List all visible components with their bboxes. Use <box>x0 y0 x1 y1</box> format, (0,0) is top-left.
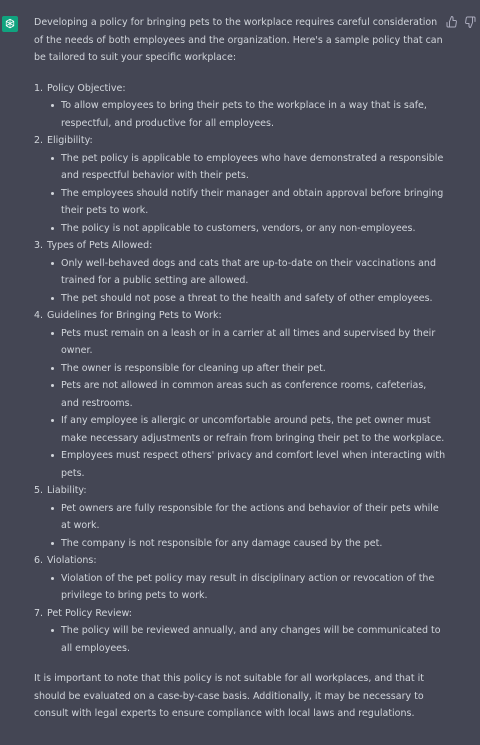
bullet-item: Pets must remain on a leash or in a carrier at all times and supervised by their owner. <box>47 325 446 360</box>
bullet-item: Only well-behaved dogs and cats that are up-to-date on their vaccinations and trained for a public setting are allowed. <box>47 255 446 290</box>
bullet-item: The pet should not pose a threat to the health and safety of other employees. <box>47 290 446 308</box>
section-number: 7. <box>34 607 44 619</box>
assistant-avatar <box>2 16 18 32</box>
policy-section <box>34 80 446 133</box>
section-number: 5. <box>34 485 44 496</box>
section-bullets <box>47 97 446 132</box>
bullet-item: The policy is not applicable to customers, vendors, or any non-employees. <box>47 220 446 238</box>
section-number: 3. <box>34 240 44 251</box>
section-title: Pet Policy Review: <box>47 607 132 619</box>
policy-section <box>34 605 446 658</box>
bullet-item: Pet owners are fully responsible for the actions and behavior of their pets while at work. <box>47 500 446 535</box>
section-title: Liability: <box>47 485 87 496</box>
section-title: Guidelines for Bringing Pets to Work: <box>47 310 222 321</box>
section-number: 6. <box>34 555 44 566</box>
openai-logo-icon <box>4 18 16 30</box>
intro-paragraph: Developing a policy for bringing pets to the workplace requires careful consideration of the needs of both employees and the organization. Here's a sample policy that can be tailored to suit your specific workplace: <box>34 17 443 63</box>
feedback-buttons <box>446 16 476 28</box>
section-bullets <box>47 150 446 238</box>
section-bullets <box>47 255 446 308</box>
bullet-item: The pet policy is applicable to employees who have demonstrated a responsible and respectful behavior with their pets. <box>47 150 446 185</box>
bullet-item: Pets are not allowed in common areas such as conference rooms, cafeterias, and restrooms. <box>47 377 446 412</box>
section-bullets <box>47 325 446 483</box>
section-title: Types of Pets Allowed: <box>47 240 153 251</box>
thumbs-down-icon[interactable] <box>464 16 476 28</box>
section-title: Violations: <box>47 555 97 566</box>
bullet-item: To allow employees to bring their pets to the workplace in a way that is safe, respectful, and productive for all employees. <box>47 97 446 132</box>
section-bullets <box>47 622 446 657</box>
bullet-item: The policy will be reviewed annually, and any changes will be communicated to all employees. <box>47 622 446 657</box>
section-bullets <box>47 570 446 605</box>
policy-sections-list <box>34 80 446 658</box>
bullet-item: The employees should notify their manager and obtain approval before bringing their pets to work. <box>47 185 446 220</box>
policy-section <box>34 132 446 237</box>
thumbs-up-icon[interactable] <box>446 16 458 28</box>
bullet-item: If any employee is allergic or uncomfortable around pets, the pet owner must make necessary adjustments or refrain from bringing their pet to the workplace. <box>47 412 446 447</box>
closing-paragraph: It is important to note that this policy is not suitable for all workplaces, and that it should be evaluated on a case-by-case basis. Additionally, it may be necessary to consult with legal experts to ensure compliance with local laws and regulations. <box>34 673 424 719</box>
bullet-item: The owner is responsible for cleaning up after their pet. <box>47 360 446 378</box>
assistant-message <box>34 14 446 723</box>
section-number: 2. <box>34 135 44 146</box>
policy-section <box>34 307 446 482</box>
section-title: Policy Objective: <box>47 82 126 94</box>
policy-section <box>34 237 446 307</box>
bullet-item: Employees must respect others' privacy and comfort level when interacting with pets. <box>47 447 446 482</box>
policy-section <box>34 552 446 605</box>
section-number: 1. <box>34 82 44 94</box>
policy-section <box>34 482 446 552</box>
section-title: Eligibility: <box>47 135 93 146</box>
section-number: 4. <box>34 310 44 321</box>
bullet-item: Violation of the pet policy may result in disciplinary action or revocation of the privilege to bring pets to work. <box>47 570 446 605</box>
bullet-item: The company is not responsible for any damage caused by the pet. <box>47 535 446 553</box>
section-bullets <box>47 500 446 553</box>
